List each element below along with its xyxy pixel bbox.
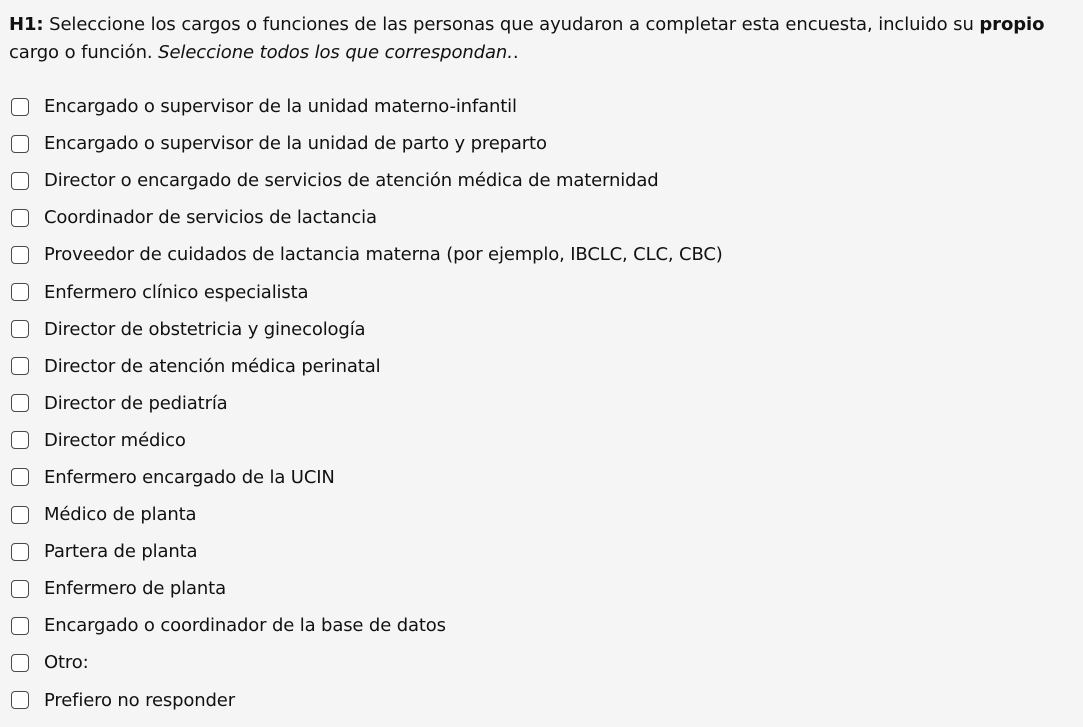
checkbox[interactable] [11,617,29,635]
option-row[interactable] [11,607,723,644]
checkbox[interactable] [11,357,29,375]
option-label[interactable]: Director de obstetricia y ginecología [44,318,366,340]
checkbox[interactable] [11,172,29,190]
option-label[interactable]: Coordinador de servicios de lactancia [44,207,377,229]
question-trailing: . [512,42,519,63]
option-row[interactable] [11,311,723,348]
option-row[interactable] [11,385,723,422]
option-row[interactable] [11,496,723,533]
question-instruction: Seleccione todos los que correspondan. [158,42,513,63]
option-label[interactable]: Enfermero clínico especialista [44,281,309,303]
checkbox[interactable] [11,506,29,524]
options-list [11,88,723,719]
option-label[interactable]: Enfermero de planta [44,578,226,600]
option-row[interactable] [11,273,723,310]
checkbox[interactable] [11,468,29,486]
question-emphasis: propio [979,14,1045,35]
option-label[interactable]: Encargado o supervisor de la unidad de parto y preparto [44,133,547,155]
question-text [9,11,1069,67]
checkbox[interactable] [11,209,29,227]
option-row[interactable] [11,199,723,236]
option-label[interactable]: Encargado o coordinador de la base de datos [44,615,446,637]
option-row[interactable] [11,459,723,496]
checkbox[interactable] [11,246,29,264]
checkbox[interactable] [11,431,29,449]
option-label[interactable]: Otro: [44,652,89,674]
option-label[interactable]: Director de pediatría [44,392,228,414]
option-row[interactable] [11,422,723,459]
option-label[interactable]: Director de atención médica perinatal [44,355,381,377]
checkbox[interactable] [11,320,29,338]
option-row[interactable] [11,236,723,273]
question-body-2: cargo o función. [9,42,159,63]
option-row[interactable] [11,533,723,570]
checkbox[interactable] [11,98,29,116]
checkbox[interactable] [11,135,29,153]
option-row[interactable] [11,570,723,607]
checkbox[interactable] [11,543,29,561]
checkbox[interactable] [11,654,29,672]
option-row[interactable] [11,125,723,162]
option-label[interactable]: Enfermero encargado de la UCIN [44,466,335,488]
option-row[interactable] [11,88,723,125]
option-row[interactable] [11,644,723,681]
option-label[interactable]: Proveedor de cuidados de lactancia materna (por ejemplo, IBCLC, CLC, CBC) [44,244,723,266]
question-body-1: Seleccione los cargos o funciones de las personas que ayudaron a completar esta encuesta, incluido su [43,14,980,35]
question-number: H1: [9,14,44,35]
option-label[interactable]: Encargado o supervisor de la unidad materno-infantil [44,96,517,118]
checkbox[interactable] [11,580,29,598]
option-label[interactable]: Médico de planta [44,504,197,526]
option-label[interactable]: Prefiero no responder [44,689,235,711]
option-row[interactable] [11,682,723,719]
option-label[interactable]: Director o encargado de servicios de atención médica de maternidad [44,170,659,192]
checkbox[interactable] [11,691,29,709]
option-row[interactable] [11,348,723,385]
checkbox[interactable] [11,283,29,301]
option-label[interactable]: Director médico [44,429,186,451]
checkbox[interactable] [11,394,29,412]
option-label[interactable]: Partera de planta [44,541,198,563]
option-row[interactable] [11,162,723,199]
